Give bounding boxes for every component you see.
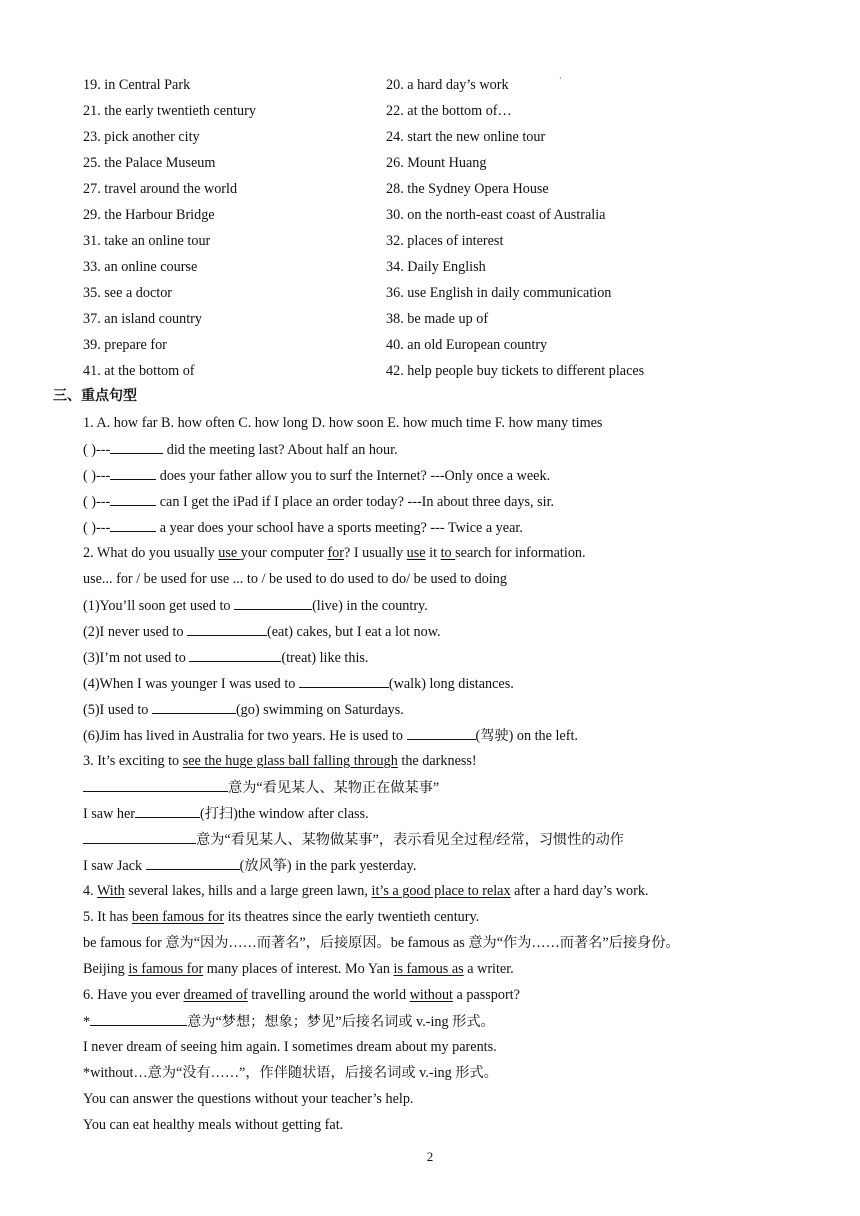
s6-example-2: You can answer the questions without your teacher’s help.: [83, 1091, 414, 1107]
s6-note-1: * 意为“梦想；想象；梦见”后接名词或 v.-ing 形式。: [83, 1014, 495, 1030]
s3-meaning-1: 意为“看见某人、某物正在做某事”: [83, 778, 439, 797]
phrase-item: 28. the Sydney Opera House: [386, 181, 549, 197]
phrase-item: 40. an old European country: [386, 337, 548, 353]
s1-options: 1. A. how far B. how often C. how long D. how soon E. how much time F. how many times: [83, 415, 603, 431]
answer-blank[interactable]: [189, 648, 281, 662]
answer-blank[interactable]: [135, 804, 200, 818]
s6-example-3: You can eat healthy meals without getting fat.: [83, 1117, 344, 1133]
phrase-item: 23. pick another city: [83, 129, 200, 145]
answer-blank[interactable]: [407, 726, 476, 740]
s3-sentence: 3. It’s exciting to see the huge glass ball falling through the darkness!: [83, 753, 477, 769]
phrase-item: 30. on the north-east coast of Australia: [386, 207, 606, 223]
s2-exercise-2: (2)I never used to (eat) cakes, but I eat a lot now.: [83, 624, 441, 640]
answer-blank[interactable]: [83, 778, 228, 792]
s5-sentence: 5. It has been famous for its theatres since the early twentieth century.: [83, 909, 480, 925]
phrase-item: 35. see a doctor: [83, 285, 173, 301]
s3-example-2: I saw Jack (放风筝) in the park yesterday.: [83, 858, 417, 874]
phrase-item: 20. a hard day’s work: [386, 77, 509, 93]
phrase-item: 41. at the bottom of: [83, 363, 195, 379]
phrase-item: 27. travel around the world: [83, 181, 238, 197]
s5-explanation: be famous for 意为“因为……而著名”，后接原因。be famous as 意为“作为……而著名”后接身份。: [83, 935, 680, 951]
answer-blank[interactable]: [110, 492, 156, 506]
s6-sentence: 6. Have you ever dreamed of travelling around the world without a passport?: [83, 987, 520, 1003]
s3-meaning-2: 意为“看见某人、某物做某事”，表示看见全过程/经常，习惯性的动作: [83, 830, 624, 849]
s6-note-2: *without…意为“没有……”，作伴随状语，后接名词或 v.-ing 形式。: [83, 1065, 498, 1081]
phrase-item: 25. the Palace Museum: [83, 155, 216, 171]
s1-question-2: ( )--- does your father allow you to surf the Internet? ---Only once a week.: [83, 468, 551, 484]
phrase-item: 29. the Harbour Bridge: [83, 207, 215, 223]
phrase-item: 24. start the new online tour: [386, 129, 546, 145]
answer-blank[interactable]: [110, 440, 163, 454]
phrase-item: 19. in Central Park: [83, 77, 191, 93]
phrase-item: 42. help people buy tickets to different places: [386, 363, 645, 379]
stray-mark: ·: [559, 74, 562, 83]
phrase-item: 22. at the bottom of…: [386, 103, 512, 119]
answer-blank[interactable]: [146, 856, 240, 870]
phrase-item: 21. the early twentieth century: [83, 103, 256, 119]
s1-question-1: ( )--- did the meeting last? About half an hour.: [83, 442, 398, 458]
answer-blank[interactable]: [83, 830, 196, 844]
answer-blank[interactable]: [110, 518, 156, 532]
s2-usage: use... for / be used for use ... to / be used to do used to do/ be used to doing: [83, 571, 507, 587]
phrase-item: 32. places of interest: [386, 233, 504, 249]
answer-blank[interactable]: [90, 1012, 187, 1026]
phrase-item: 33. an online course: [83, 259, 198, 275]
page-number: 2: [426, 1149, 434, 1164]
s3-example-1: I saw her (打扫)the window after class.: [83, 806, 369, 822]
section-heading: 三、重点句型: [53, 388, 137, 404]
s1-question-3: ( )--- can I get the iPad if I place an order today? ---In about three days, sir.: [83, 494, 555, 510]
answer-blank[interactable]: [152, 700, 236, 714]
phrase-item: 31. take an online tour: [83, 233, 211, 249]
s2-exercise-4: (4)When I was younger I was used to (walk) long distances.: [83, 676, 514, 692]
answer-blank[interactable]: [110, 466, 156, 480]
answer-blank[interactable]: [234, 596, 312, 610]
s1-question-4: ( )--- a year does your school have a sports meeting? --- Twice a year.: [83, 520, 523, 536]
s2-exercise-6: (6)Jim has lived in Australia for two years. He is used to (驾驶) on the left.: [83, 728, 578, 744]
s5-example: Beijing is famous for many places of interest. Mo Yan is famous as a writer.: [83, 961, 514, 977]
phrase-item: 37. an island country: [83, 311, 202, 327]
answer-blank[interactable]: [299, 674, 389, 688]
s2-exercise-3: (3)I’m not used to (treat) like this.: [83, 650, 369, 666]
s2-exercise-1: (1)You’ll soon get used to (live) in the country.: [83, 598, 428, 614]
answer-blank[interactable]: [187, 622, 267, 636]
s4-sentence: 4. With several lakes, hills and a large green lawn, it’s a good place to relax after a hard day’s work.: [83, 883, 649, 899]
phrase-item: 38. be made up of: [386, 311, 489, 327]
phrase-item: 26. Mount Huang: [386, 155, 487, 171]
s6-example-1: I never dream of seeing him again. I sometimes dream about my parents.: [83, 1039, 497, 1055]
s2-exercise-5: (5)I used to (go) swimming on Saturdays.: [83, 702, 404, 718]
phrase-item: 39. prepare for: [83, 337, 167, 353]
phrase-item: 36. use English in daily communication: [386, 285, 612, 301]
phrase-item: 34. Daily English: [386, 259, 486, 275]
s2-sentence: 2. What do you usually use your computer for? I usually use it to search for information.: [83, 545, 586, 561]
